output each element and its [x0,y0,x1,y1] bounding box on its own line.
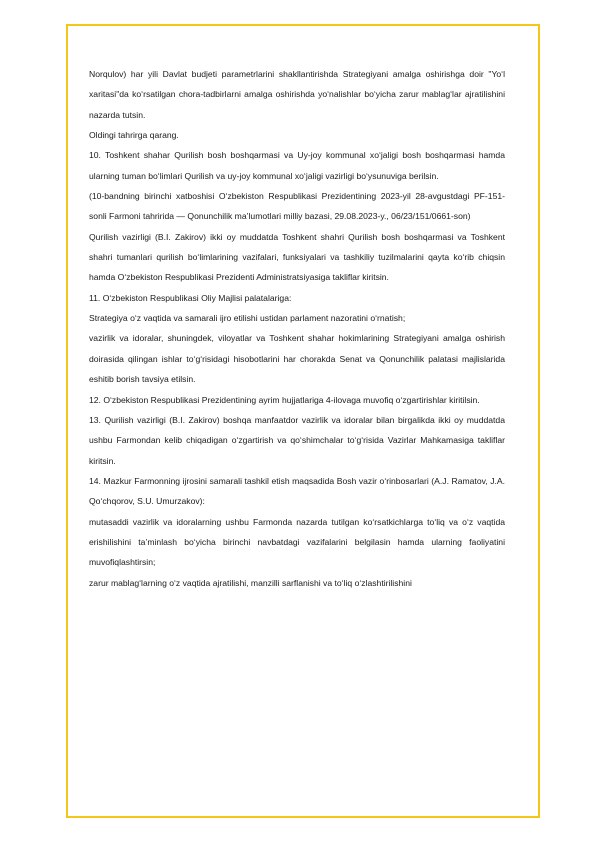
paragraph-item-14: 14. Mazkur Farmonning ijrosini samarali tashkil etish maqsadida Bosh vazir o‘rinbosarlari (A.J. Ramatov, J.A. Qo‘chqorov, S.U. Umurzakov): [89,475,505,507]
paragraph-parliament-control: Strategiya o‘z vaqtida va samarali ijro etilishi ustidan parlament nazoratini o‘rnatish; [89,313,406,324]
paragraph-item-12: 12. O‘zbekiston Respublikasi Prezidentining ayrim hujjatlariga 4-ilovaga muvofiq o‘zgartirishlar kiritilsin. [89,394,480,405]
paragraph-item-13: 13. Qurilish vazirligi (B.I. Zakirov) boshqa manfaatdor vazirlik va idoralar bilan birgalikda ikki oy muddatda ushbu Farmondan kelib chiqadigan o‘zgartirish va qo‘shimchalar to‘g‘risida Vazirlar Mahkamasiga takliflar kiritsin. [89,414,505,466]
previous-edition-link[interactable]: Oldingi tahrirga qarang. [89,130,179,141]
paragraph-item-11: 11. O‘zbekiston Respublikasi Oliy Majlisi palatalariga: [89,292,292,303]
paragraph-item-10-amendment-note: (10-bandning birinchi xatboshisi O‘zbekiston Respublikasi Prezidentining 2023-yil 28-avgustdagi PF-151-sonli Farmoni tahririda — Qonunchilik ma’lumotlari milliy bazasi, 29.08.2023-y., 06/23/151/0661-son) [89,191,505,222]
paragraph-funds-allocation: zarur mablag‘larning o‘z vaqtida ajratilishi, manzilli sarflanishi va to‘liq o‘zlashtirilishini [89,577,412,588]
paragraph-budget-continuation: Norqulov) har yili Davlat budjeti parametrlarini shakllantirishda Strategiyani amalga oshirishga doir "Yo‘l xaritasi"da ko‘rsatilgan chora-tadbirlarni amalga oshirishda yo‘nalishlar bo‘yicha zarur mablag‘lar ajratilishini nazarda tutsin. [89,69,505,120]
paragraph-item-10: 10. Toshkent shahar Qurilish bosh boshqarmasi va Uy-joy kommunal xo‘jaligi bosh boshqarmasi hamda ularning tuman bo‘limlari Qurilish va uy-joy kommunal xo‘jaligi vazirligi bo‘ysunuviga berilsin. [89,150,505,181]
paragraph-reports-hearing: vazirlik va idoralar, shuningdek, viloyatlar va Toshkent shahar hokimlarining Strategiyani amalga oshirish doirasida qilingan ishlar to‘g‘risidagi hisobotlarini har chorakda Senat va Qonunchilik palatasi majlislarida eshitib borish tavsiya etilsin. [89,333,505,385]
document-body [89,64,505,593]
paragraph-responsible-ministries: mutasaddi vazirlik va idoralarning ushbu Farmonda nazarda tutilgan ko‘rsatkichlarga to‘liq va o‘z vaqtida erishilishini ta’minlash bo‘yicha birinchi navbatdagi vazifalarini belgilasin hamda ularning faoliyatini muvofiqlashtirsin; [89,516,505,568]
paragraph-construction-ministry: Qurilish vazirligi (B.I. Zakirov) ikki oy muddatda Toshkent shahri Qurilish bosh boshqarmasi va Toshkent shahri tumanlari qurilish bo‘limlarining vazifalari, funksiyalari va tashkiliy tuzilmalarini qayta ko‘rib chiqsin hamda O‘zbekiston Respublikasi Prezidenti Administratsiyasiga takliflar kiritsin. [89,231,505,283]
